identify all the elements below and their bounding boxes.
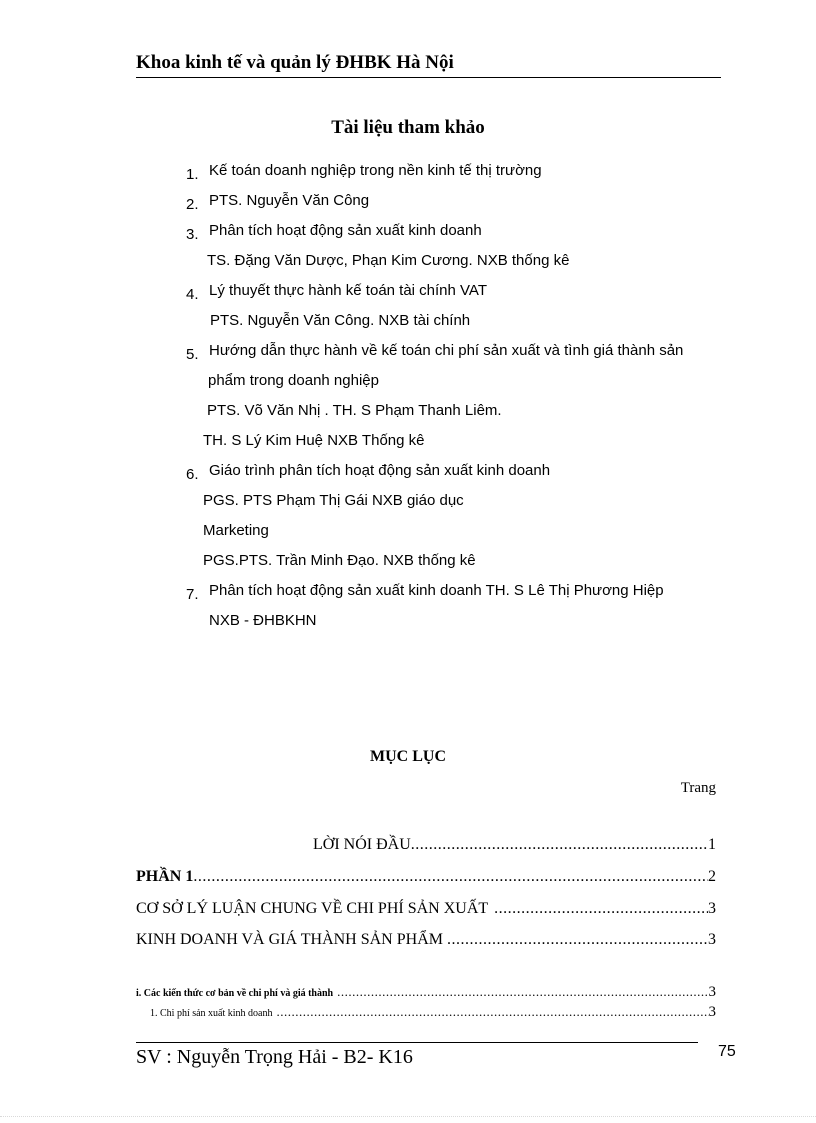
toc-entry-label: PHẦN 1: [136, 868, 194, 885]
reference-number: 5.: [186, 346, 199, 363]
toc-leader-dots: [447, 931, 708, 949]
reference-line: PGS.PTS. Trần Minh Đạo. NXB thống kê: [203, 552, 476, 569]
toc-entry[interactable]: [136, 931, 716, 949]
footer-author: SV : Nguyễn Trọng Hải - B2- K16: [136, 1046, 413, 1068]
reference-line: Marketing: [203, 522, 269, 539]
toc-entry-page: 3: [708, 984, 716, 1000]
page-number: 75: [718, 1043, 736, 1060]
toc-leader-dots: [193, 868, 708, 886]
page-edge: [0, 1116, 816, 1123]
toc-leader-dots: [337, 984, 708, 1000]
toc-entry-label: LỜI NÓI ĐẦU: [313, 836, 411, 853]
reference-number: 7.: [186, 586, 199, 603]
toc-title: MỤC LỤC: [370, 748, 446, 765]
toc-entry[interactable]: [136, 984, 716, 1001]
toc-entry-page: 2: [708, 868, 716, 885]
toc-entry-page: 3: [708, 900, 716, 917]
toc-entry-label: i. Các kiến thức cơ bản về chi phí và giá thành: [136, 988, 334, 999]
toc-entry-label: 1. Chi phí sản xuất kinh doanh: [150, 1008, 273, 1019]
toc-entry-page: 3: [708, 1004, 716, 1020]
reference-line: NXB - ĐHBKHN: [209, 612, 317, 629]
toc-entry-page: 3: [708, 931, 716, 948]
references-title: Tài liệu tham khảo: [331, 117, 485, 138]
toc-entry[interactable]: [136, 868, 716, 886]
reference-line: PTS. Nguyễn Văn Công. NXB tài chính: [210, 312, 471, 329]
reference-line: Phân tích hoạt động sản xuất kinh doanh TH. S Lê Thị Phương Hiệp: [209, 582, 664, 599]
toc-entry-label: KINH DOANH VÀ GIÁ THÀNH SẢN PHẨM: [136, 931, 443, 948]
toc-page-label: Trang: [680, 780, 716, 796]
reference-line: Lý thuyết thực hành kế toán tài chính VAT: [209, 282, 487, 299]
toc-entry[interactable]: [136, 836, 716, 854]
reference-line: Hướng dẫn thực hành về kế toán chi phí sản xuất và tình giá thành sản: [209, 342, 684, 359]
reference-line: phẩm trong doanh nghiệp: [208, 372, 379, 389]
reference-number: 3.: [186, 226, 199, 243]
reference-line: Phân tích hoạt động sản xuất kinh doanh: [209, 222, 482, 239]
reference-number: 4.: [186, 286, 199, 303]
reference-line: PTS. Nguyễn Văn Công: [209, 192, 370, 209]
toc-entry-page: 1: [708, 836, 716, 853]
reference-line: PTS. Võ Văn Nhị . TH. S Phạm Thanh Liêm.: [207, 402, 502, 419]
reference-line: Giáo trình phân tích hoạt động sản xuất kinh doanh: [209, 462, 551, 479]
reference-number: 6.: [186, 466, 199, 483]
header-title: Khoa kinh tế và quản lý ĐHBK Hà Nội: [136, 52, 721, 78]
reference-line: TH. S Lý Kim Huệ NXB Thống kê: [203, 432, 425, 449]
toc-entry[interactable]: [150, 1004, 716, 1021]
toc-leader-dots: [411, 836, 708, 854]
toc-leader-dots: [277, 1004, 709, 1020]
reference-number: 2.: [186, 196, 199, 213]
reference-line: PGS. PTS Phạm Thị Gái NXB giáo dục: [203, 492, 464, 509]
toc-leader-dots: [494, 900, 708, 918]
toc-entry[interactable]: [136, 900, 716, 918]
reference-line: TS. Đặng Văn Dược, Phạn Kim Cương. NXB thống kê: [207, 252, 570, 269]
toc-entry-label: CƠ SỞ LÝ LUẬN CHUNG VỀ CHI PHÍ SẢN XUẤT: [136, 900, 489, 917]
reference-line: Kế toán doanh nghiệp trong nền kinh tế thị trường: [209, 162, 542, 179]
reference-number: 1.: [186, 166, 199, 183]
footer-rule: [136, 1042, 698, 1043]
